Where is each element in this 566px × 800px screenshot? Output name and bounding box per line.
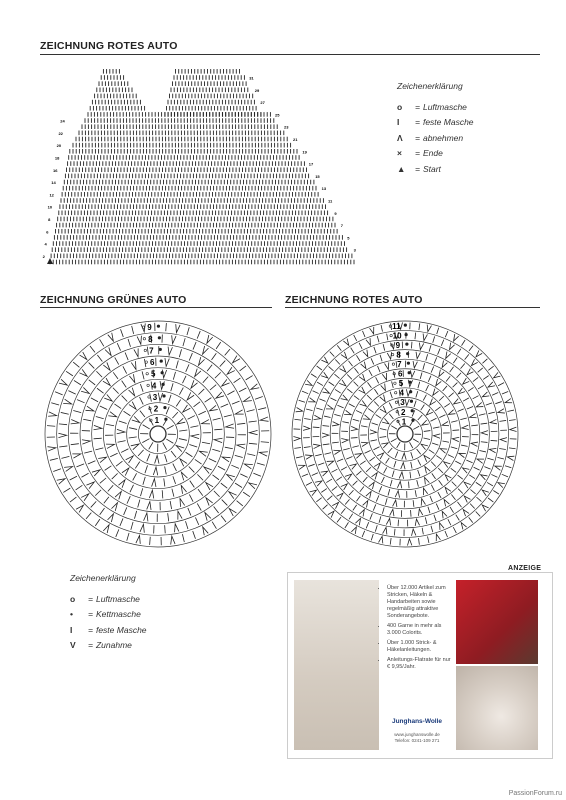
stitch-round [351,380,459,488]
round-number: 1 [401,417,407,427]
legend-label: Zunahme [95,640,132,651]
round-number: 1 [154,416,160,426]
legend-label: Ende [422,148,443,159]
round-number: 4 [151,381,157,391]
round-number: 8 [148,334,153,344]
stitch-round [303,332,507,536]
legend-label: feste Masche [422,117,474,128]
round-number: 6 [150,358,155,368]
row-number-right: 23 [284,124,289,130]
legend-label: Start [422,163,441,174]
row-number-left: 18 [54,155,60,161]
chain-stitch-icon [394,392,396,394]
equals-sign: = [88,593,93,604]
chain-stitch-icon: o [397,101,403,112]
row-number-right: 29 [254,87,260,93]
round-number: 9 [147,323,152,333]
row-number-right: 19 [302,149,307,155]
equals-sign: = [88,609,93,620]
stitch-round [360,389,449,479]
round-number: 11 [392,322,401,332]
row-number-left: 12 [49,192,54,198]
round-number: 2 [153,404,159,414]
legend-row [70,607,147,623]
ad-photo-woman [294,580,379,750]
equals-sign: = [88,640,93,651]
round-ring [340,369,471,500]
top-legend-title: Zeichenerklärung [397,81,463,91]
row-number-right: 5 [347,235,350,241]
chain-stitch-icon [392,363,394,365]
round-number: 5 [398,379,404,389]
single-crochet-icon: I [70,624,73,635]
equals-sign: = [415,132,420,143]
round-ring [321,350,490,519]
round-ring [311,340,499,528]
slip-stitch-icon [408,381,411,384]
round-number: 7 [149,346,154,356]
single-crochet-icon: I [397,117,400,128]
ad-url[interactable]: www.junghanswolle.de [394,732,440,737]
bottom-legend [70,573,147,653]
stitch-round [313,342,498,527]
equals-sign: = [415,148,420,159]
round-number: 2 [400,407,406,417]
row-number-right: 21 [293,137,298,142]
row-number-left: 20 [56,143,62,149]
ad-bullet: • Anleitungs-Flatrate für nur € 9,95/Jahr. [387,657,453,671]
round-number: 9 [395,341,401,351]
row-number-left: 14 [51,180,56,186]
row-number-right: 3 [353,247,356,253]
ad-label: ANZEIGE [508,565,542,572]
equals-sign: = [415,163,420,174]
round-ring [349,378,460,489]
start-icon: ▲ [397,163,406,174]
legend-row [70,591,147,607]
round-ring [397,426,413,442]
left-section-title: ZEICHNUNG GRÜNES AUTO [40,294,187,306]
row-number-left: 16 [53,167,58,173]
chain-stitch-icon [395,401,397,403]
slip-stitch-icon [406,352,409,355]
slip-stitch-icon [409,390,412,393]
row-number-left: 24 [60,118,65,124]
row-number-left: 10 [47,204,53,210]
slip-stitch-icon [404,324,407,327]
slip-stitch-icon [410,400,413,403]
legend-label: Kettmasche [95,609,141,620]
ad-bullet: • 400 Garne in mehr als 3.000 Colorits. [387,623,453,637]
round-number: 3 [152,392,158,402]
legend-label: Luftmasche [95,593,140,604]
round-number: 5 [150,369,156,379]
slip-stitch-icon [405,333,408,336]
slip-stitch-icon [411,419,414,422]
round-number: 4 [399,388,404,398]
round-number: 8 [396,350,401,360]
end-icon: × [397,148,402,159]
row-number-right: 11 [328,198,333,204]
slip-stitch-icon [411,409,414,412]
equals-sign: = [88,624,93,635]
ad-bullet: • Über 1.000 Strick- & Häkelanleitungen. [387,640,453,654]
stitch-round [322,351,488,517]
row-number-left: 22 [58,130,63,136]
ad-photo-knitting [456,580,538,664]
row-number-right: 9 [334,210,337,216]
row-number-right: 13 [321,186,327,192]
right-section-title: ZEICHNUNG ROTES AUTO [285,294,423,306]
ad-text [381,585,453,674]
ad-bullet: • Über 12.000 Artikel zum Stricken, Häkeln & Handarbeiten sowie regelmäßig attraktive Sonderangebote. [387,585,453,620]
legend-label: abnehmen [422,132,464,143]
row-number-left: 2 [42,253,45,259]
slip-stitch-icon [405,343,408,346]
ad-brand-logo[interactable]: Junghans-Wolle [391,718,443,725]
legend-row [70,638,147,654]
round-number: 7 [397,360,402,370]
row-number-right: 17 [308,161,314,167]
ad-phone: Telefon: 0241-109 271 [394,738,440,743]
slip-stitch-icon [408,371,411,374]
row-number-right: 7 [340,223,344,229]
increase-icon: V [70,640,76,651]
chain-stitch-icon [394,382,396,384]
stitch-round [341,370,469,498]
legend-row [70,622,147,638]
row-number-right: 27 [260,100,265,106]
slip-stitch-icon: • [70,609,73,620]
legend-label: feste Masche [95,624,147,635]
round-ring [330,359,480,509]
top-section-title: ZEICHNUNG ROTES AUTO [40,40,178,52]
bottom-legend-title: Zeichenerklärung [70,573,136,583]
slip-stitch-icon [407,362,410,365]
chain-stitch-icon: o [70,593,76,604]
stitch-round [293,322,516,545]
row-number-left: 6 [46,229,49,235]
row-number-right: 15 [315,173,320,179]
equals-sign: = [415,101,420,112]
round-ring [359,388,451,480]
watermark: PassionForum.ru [508,790,562,797]
row-number-left: 4 [44,241,47,247]
equals-sign: = [415,117,420,128]
round-number: 3 [400,398,405,408]
chain-stitch-icon [391,353,393,355]
row-number-right: 31 [249,75,254,81]
row-number-right: 25 [275,112,280,118]
legend-label: Luftmasche [422,101,467,112]
round-number: 6 [397,369,403,379]
row-number-left: 8 [48,216,51,222]
decrease-icon: Λ [397,132,403,143]
stitch-round [332,361,479,508]
round-ring [302,331,509,538]
ad-photo-yarn [456,666,538,750]
round-number: 10 [392,331,402,341]
ad-contact [381,732,453,744]
